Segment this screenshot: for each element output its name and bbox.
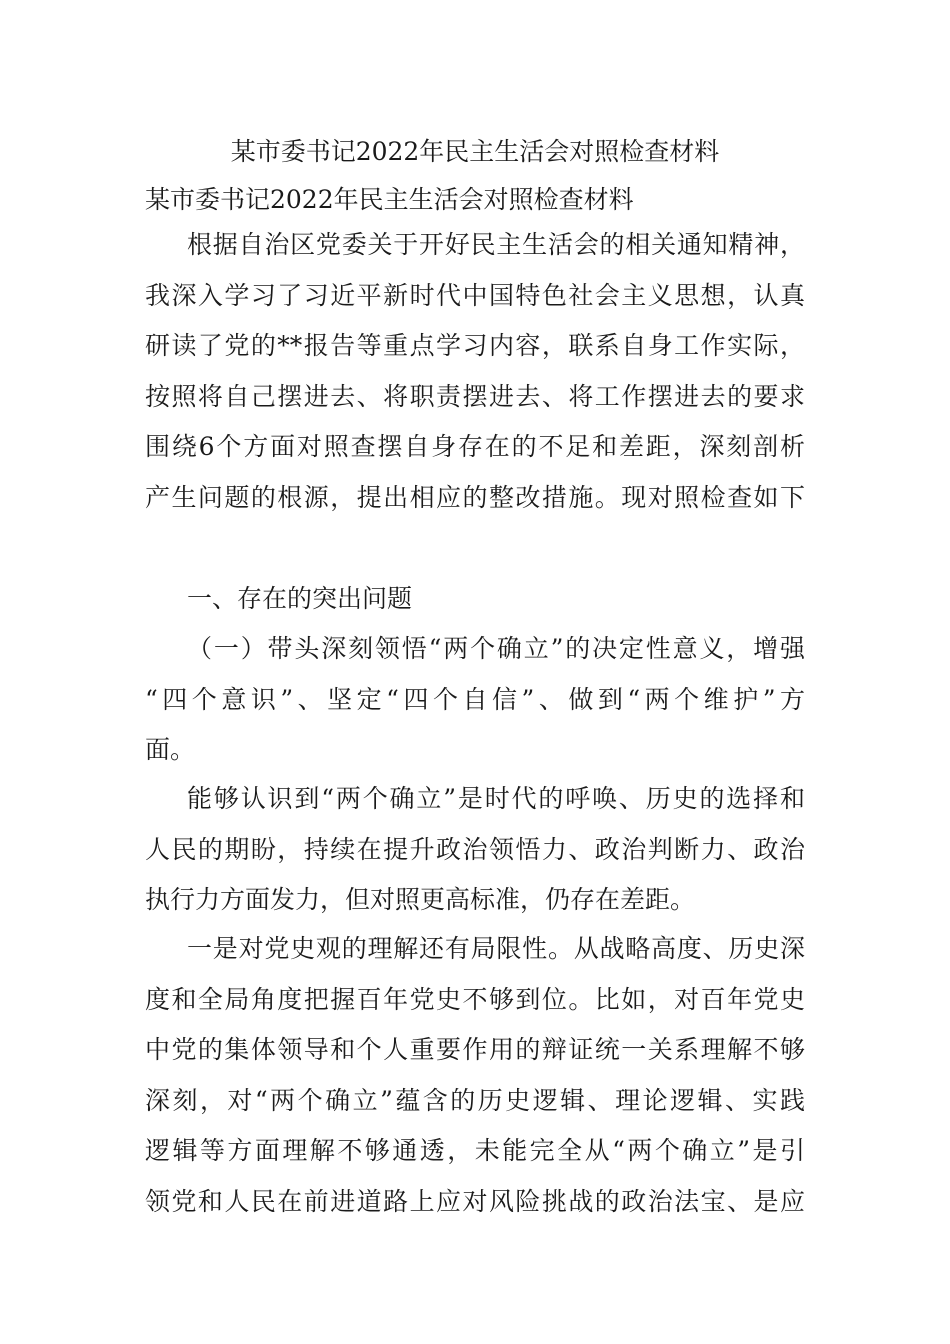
body-paragraph	[145, 924, 805, 1227]
text-line: 按照将自己摆进去、将职责摆进去、将工作摆进去的要求	[145, 381, 805, 411]
text-line: 人民的期盼，持续在提升政治领悟力、政治判断力、政治	[145, 834, 805, 864]
text-line: 一是对党史观的理解还有局限性。从战略高度、历史深	[187, 934, 805, 963]
text-line: 度和全局角度把握百年党史不够到位。比如，对百年党史	[145, 984, 805, 1014]
subsection-heading	[145, 624, 805, 776]
text-line: 根据自治区党委关于开好民主生活会的相关通知精神，	[187, 230, 805, 259]
text-line: 逻辑等方面理解不够通透，未能完全从“两个确立”是引	[145, 1136, 805, 1165]
text-line: 研读了党的**报告等重点学习内容，联系自身工作实际，	[145, 331, 805, 360]
text-line: 能够认识到“两个确立”是时代的呼唤、历史的选择和	[187, 784, 805, 813]
section-heading: 一、存在的突出问题	[187, 584, 413, 613]
text-line: （一）带头深刻领悟“两个确立”的决定性意义，增强	[187, 634, 805, 663]
body-paragraph	[145, 774, 805, 926]
text-line: 深刻，对“两个确立”蕴含的历史逻辑、理论逻辑、实践	[145, 1085, 805, 1115]
text-line: 执行力方面发力，但对照更高标准，仍存在差距。	[145, 885, 696, 914]
text-line: 围绕6个方面对照查摆自身存在的不足和差距，深刻剖析	[145, 432, 805, 461]
text-line: 我深入学习了习近平新时代中国特色社会主义思想，认真	[145, 280, 805, 310]
text-line: 领党和人民在前进道路上应对风险挑战的政治法宝、是应	[145, 1186, 805, 1216]
document-title: 某市委书记2022年民主生活会对照检查材料	[230, 137, 720, 166]
text-line: 面。	[145, 735, 196, 764]
document-subtitle: 某市委书记2022年民主生活会对照检查材料	[145, 185, 634, 214]
text-line: 中党的集体领导和个人重要作用的辩证统一关系理解不够	[145, 1035, 805, 1064]
text-line: 产生问题的根源，提出相应的整改措施。现对照检查如下	[145, 482, 805, 512]
intro-paragraph	[145, 220, 805, 523]
text-line: “四个意识”、坚定“四个自信”、做到“两个维护”方	[145, 684, 805, 714]
